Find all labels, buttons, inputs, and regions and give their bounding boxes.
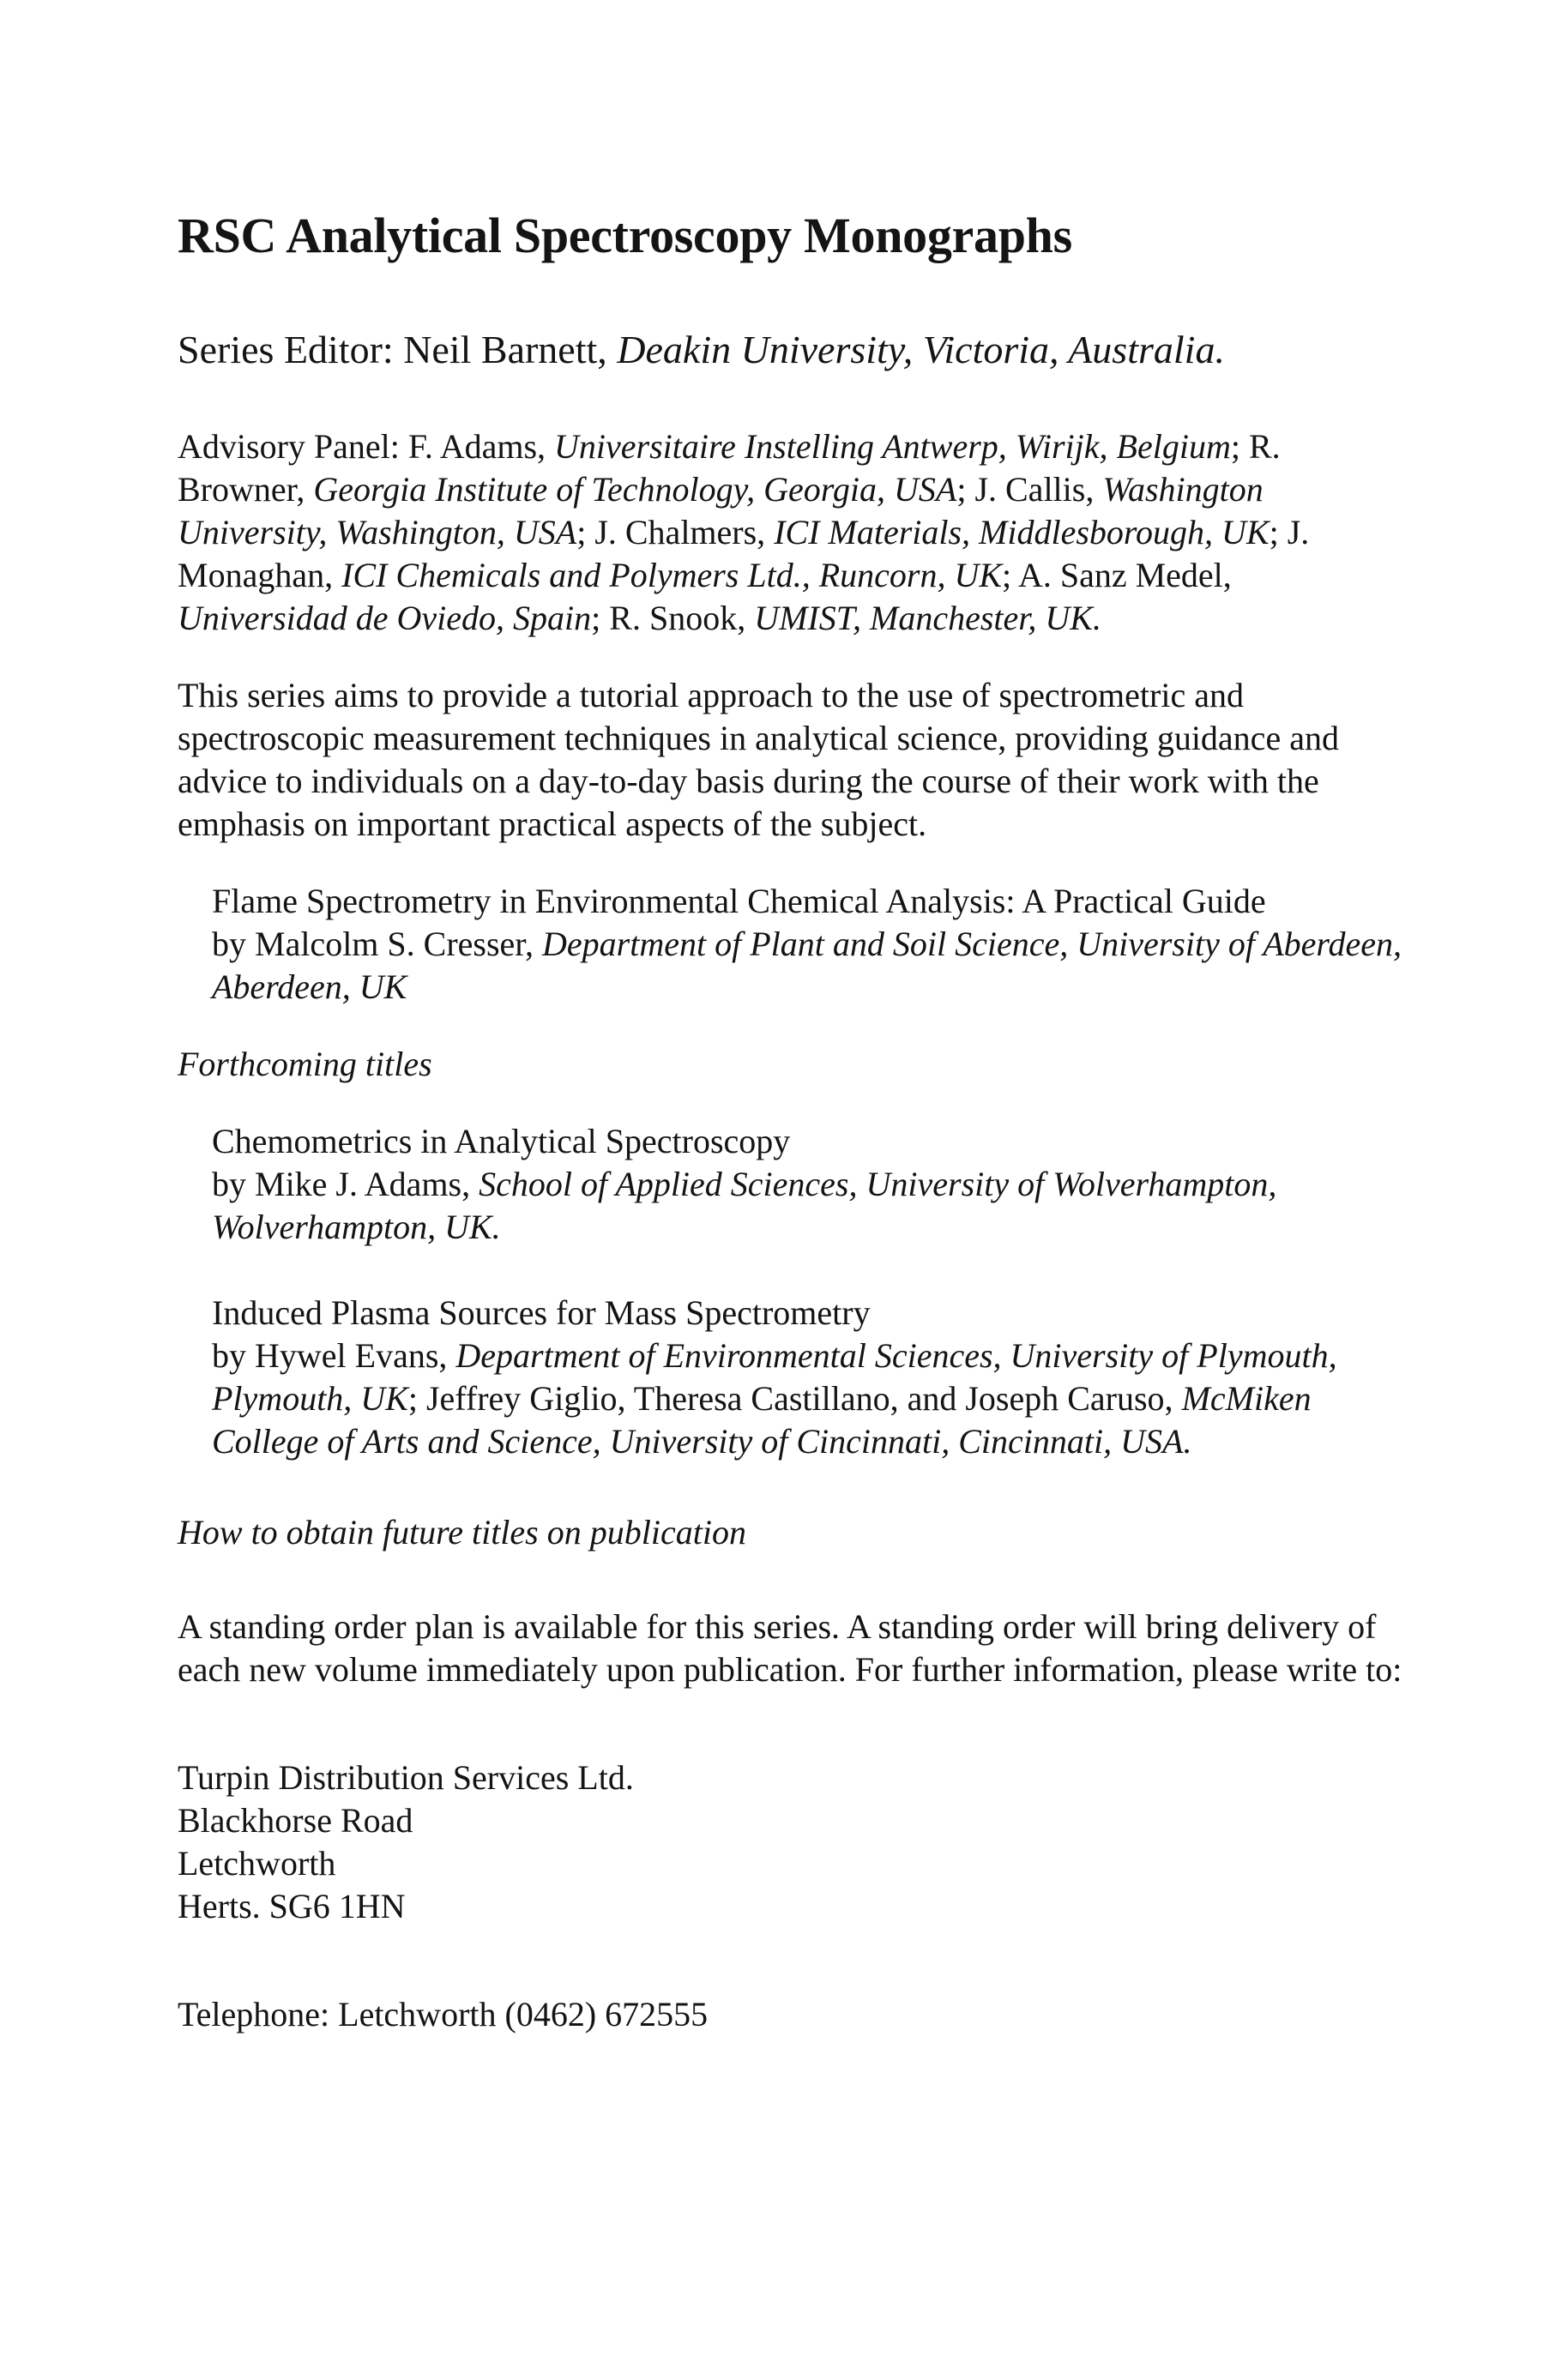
telephone: Telephone: Letchworth (0462) 672555 <box>178 1995 709 2034</box>
panel-member: A. Sanz Medel, Universidad de Oviedo, Spain; <box>178 556 1232 637</box>
how-to-heading: How to obtain future titles on publication <box>178 1513 746 1552</box>
forthcoming-title: Induced Plasma Sources for Mass Spectrometry <box>212 1293 871 1332</box>
series-editor-label: Series Editor: <box>178 328 394 371</box>
address-block <box>178 1756 1404 1928</box>
panel-member: J. Monaghan, ICI Chemicals and Polymers Ltd., Runcorn, UK; <box>178 513 1310 594</box>
published-title: Flame Spectrometry in Environmental Chemical Analysis: A Practical Guide <box>212 882 1266 920</box>
panel-member: R. Snook, UMIST, Manchester, UK. <box>609 599 1101 637</box>
forthcoming-author: by Mike J. Adams, School of Applied Sciences, University of Wolverhampton, Wolverhampton, UK. <box>212 1165 1277 1246</box>
forthcoming-affiliation: McMiken College of Arts and Science, University of Cincinnati, Cincinnati, USA. <box>212 1379 1312 1461</box>
forthcoming-title: Chemometrics in Analytical Spectroscopy <box>212 1122 791 1160</box>
standing-order-text: A standing order plan is available for this series. A standing order will bring delivery of each new volume immediately upon publication. For further information, please write to: <box>178 1607 1402 1689</box>
series-editor-name: Neil Barnett, <box>403 328 607 371</box>
advisory-panel <box>178 425 1404 640</box>
forthcoming-heading: Forthcoming titles <box>178 1045 432 1083</box>
address-line: Letchworth <box>178 1844 336 1883</box>
forthcoming-author: by Hywel Evans, Department of Environmental Sciences, University of Plymouth, Plymouth, UK; Jeffrey Giglio, Theresa Castillano, and Joseph Caruso, McMiken College of Arts and Science, University of Cincinnati, Cincinnati, USA. <box>212 1336 1337 1461</box>
address-line: Herts. SG6 1HN <box>178 1887 406 1925</box>
forthcoming-affiliation: School of Applied Sciences, University of Wolverhampton, Wolverhampton, UK. <box>212 1165 1277 1246</box>
panel-member: J. Chalmers, ICI Materials, Middlesborough, UK; <box>594 513 1279 551</box>
page-content <box>178 206 1404 2036</box>
published-title-entry <box>212 880 1404 1009</box>
series-description: This series aims to provide a tutorial approach to the use of spectrometric and spectroscopic measurement techniques in analytical science, providing guidance and advice to individuals on a day-to-day basis during the course of their work with the emphasis on important practical aspects of the subject. <box>178 676 1339 843</box>
published-affiliation: Department of Plant and Soil Science, University of Aberdeen, Aberdeen, UK <box>212 925 1402 1006</box>
forthcoming-entry <box>212 1120 1404 1249</box>
panel-member: F. Adams, Universitaire Instelling Antwerp, Wirijk, Belgium; <box>407 427 1240 466</box>
forthcoming-coauthors: ; Jeffrey Giglio, Theresa Castillano, and Joseph Caruso, <box>407 1379 1173 1418</box>
forthcoming-entry <box>212 1292 1404 1463</box>
panel-member: R. Browner, Georgia Institute of Technology, Georgia, USA; <box>178 427 1281 509</box>
advisory-panel-label: Advisory Panel: <box>178 427 400 466</box>
series-editor-affiliation: Deakin University, Victoria, Australia. <box>617 328 1225 371</box>
series-title: RSC Analytical Spectroscopy Monographs <box>178 208 1072 263</box>
published-author: by Malcolm S. Cresser, Department of Plant and Soil Science, University of Aberdeen, Aberdeen, UK <box>212 925 1402 1006</box>
forthcoming-affiliation: Department of Environmental Sciences, University of Plymouth, Plymouth, UK <box>212 1336 1337 1418</box>
panel-member: J. Callis, Washington University, Washington, USA; <box>178 470 1264 551</box>
series-editor <box>178 326 1404 374</box>
address-line: Turpin Distribution Services Ltd. <box>178 1758 634 1797</box>
address-line: Blackhorse Road <box>178 1801 413 1840</box>
